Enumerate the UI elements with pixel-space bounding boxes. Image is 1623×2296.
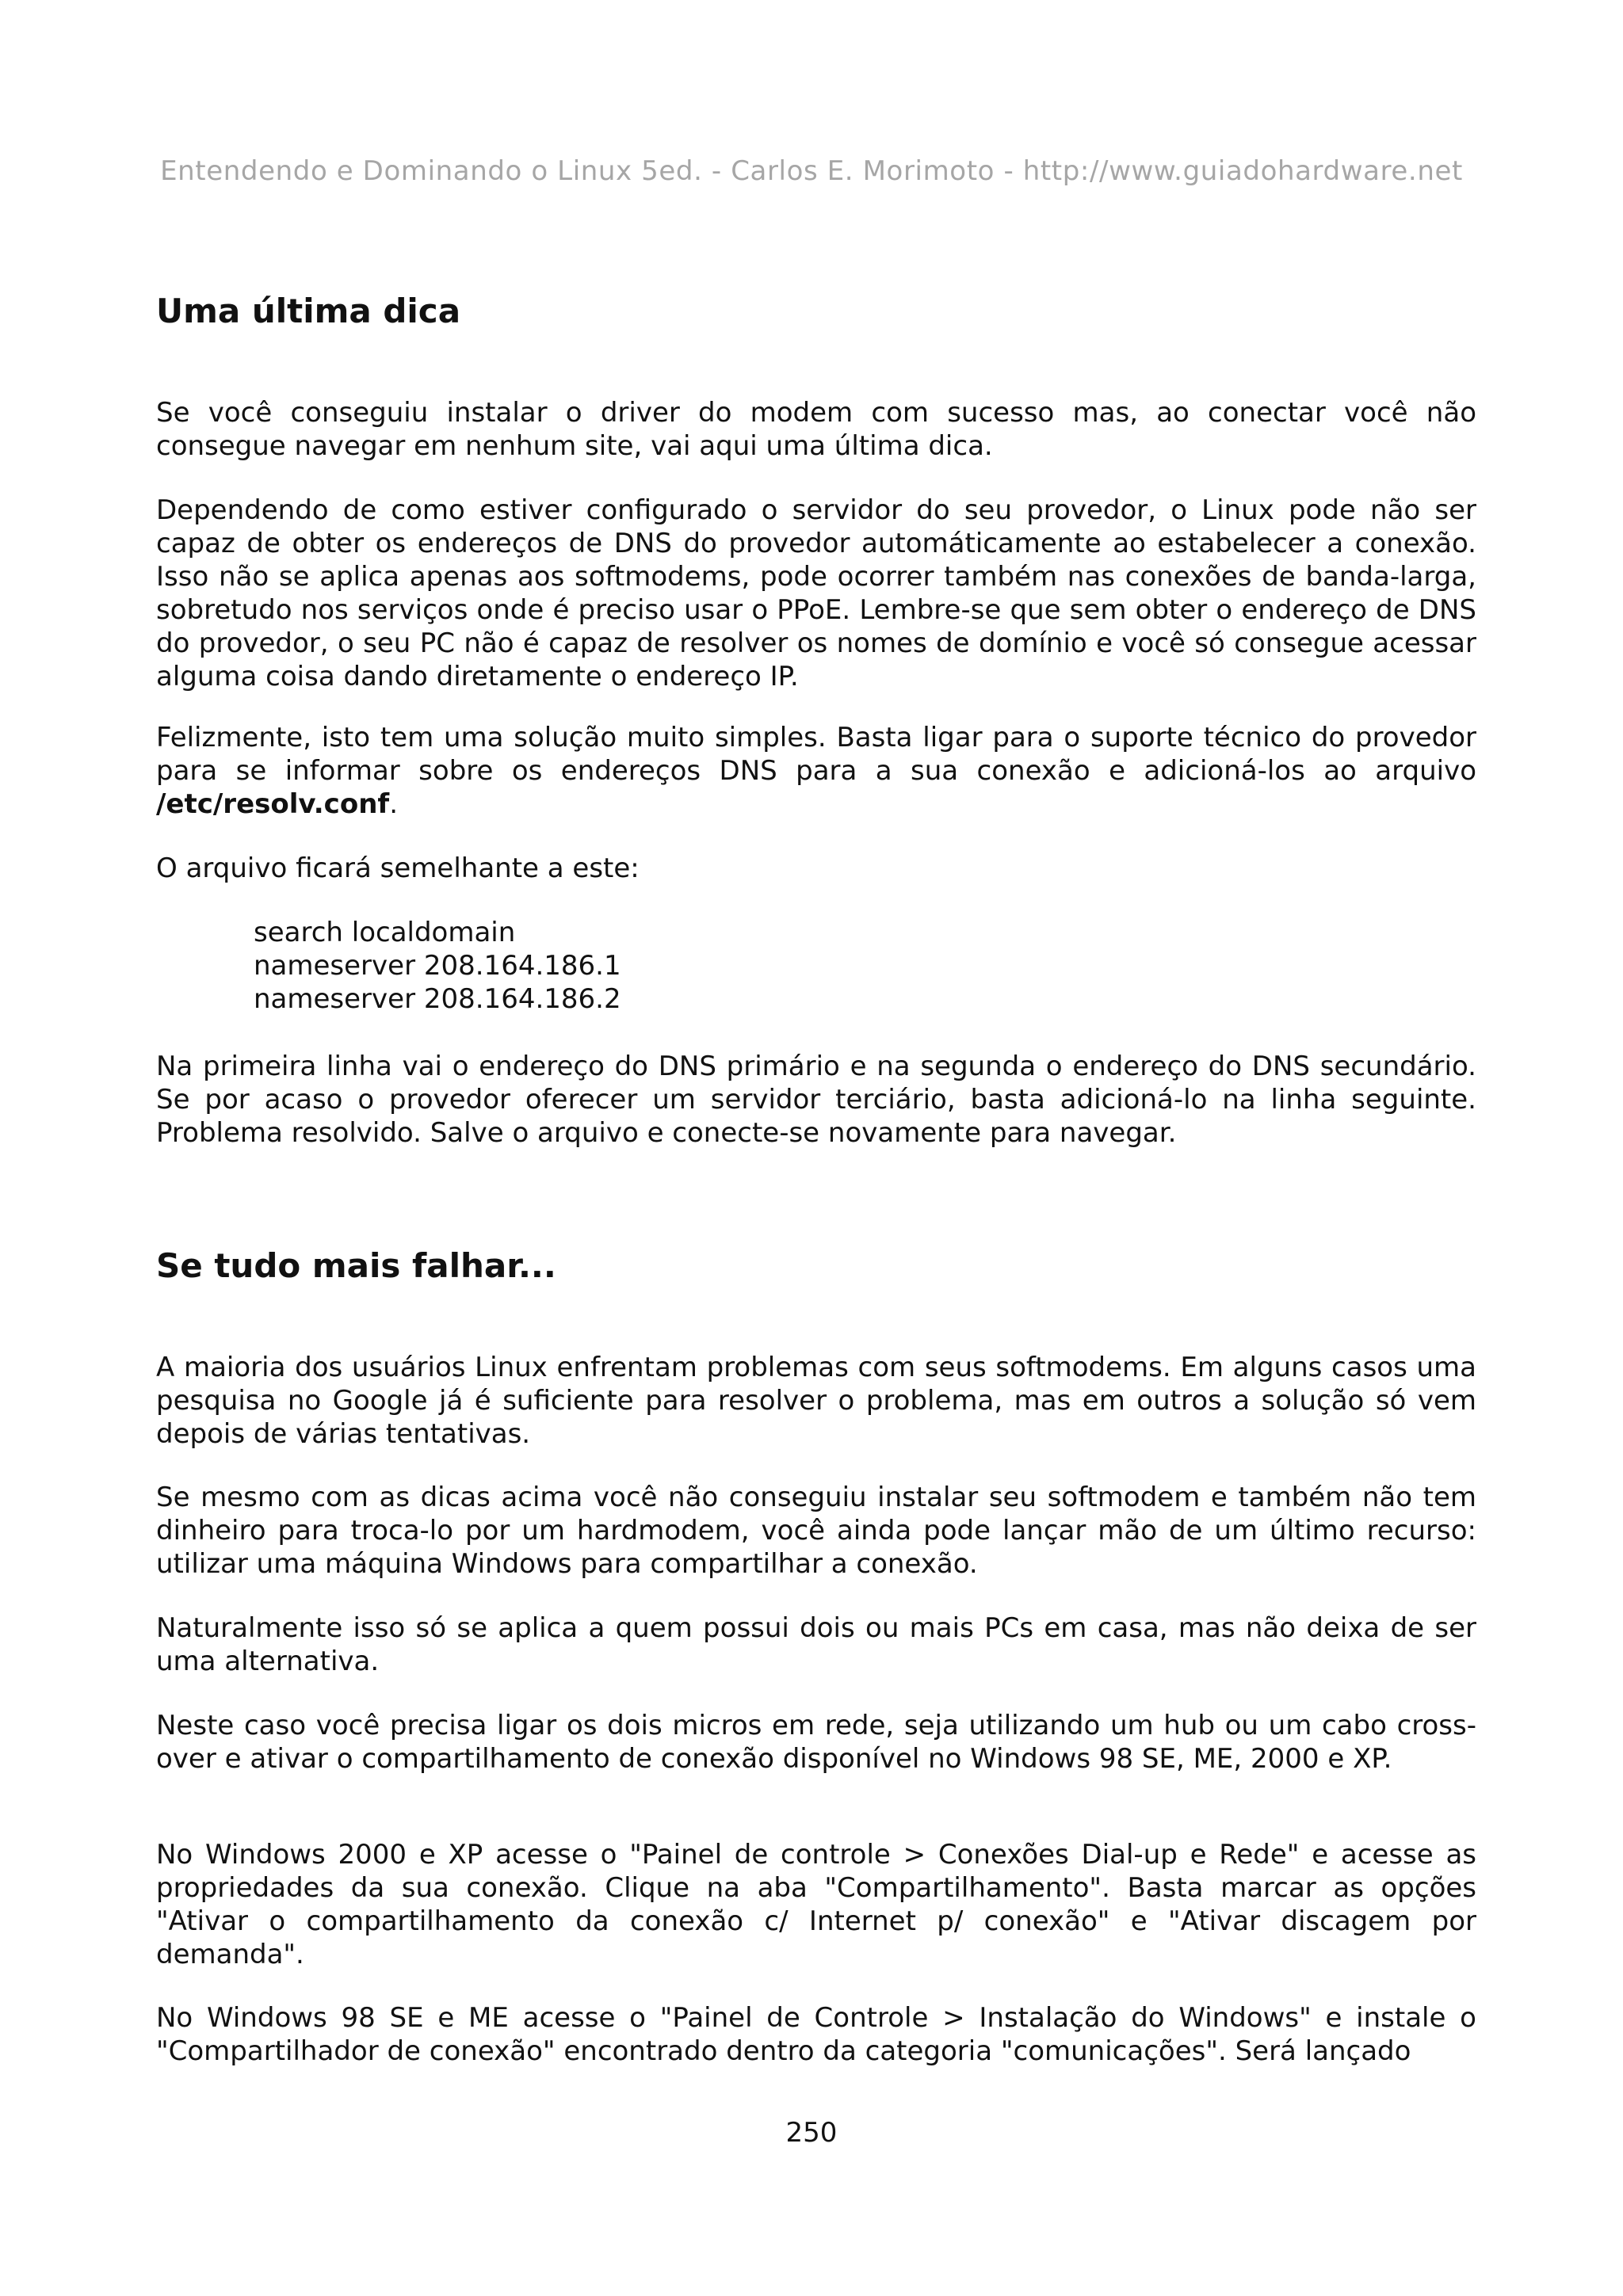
paragraph: A maioria dos usuários Linux enfrentam problemas com seus softmodems. Em alguns casos uma pesquisa no Google já é suficiente para resolver o problema, mas em outros a solução só vem depois de várias tentativas. — [156, 1352, 1476, 1450]
paragraph: O arquivo ficará semelhante a este: — [156, 852, 640, 884]
file-path: /etc/resolv.conf — [156, 788, 390, 820]
page-number: 250 — [785, 2117, 838, 2149]
config-example — [156, 916, 1574, 1016]
paragraph: Se mesmo com as dicas acima você não conseguiu instalar seu softmodem e também não tem dinheiro para troca-lo por um hardmodem, você ainda pode lançar mão de um último recurso: utilizar uma máquina Windows para compartilhar a conexão. — [156, 1482, 1476, 1580]
running-header: Entendendo e Dominando o Linux 5ed. - Carlos E. Morimoto - http://www.guiadohardware.net — [160, 155, 1463, 187]
paragraph: Na primeira linha vai o endereço do DNS primário e na segunda o endereço do DNS secundário. Se por acaso o provedor oferecer um servidor terciário, basta adicioná-lo na linha seguinte. Problema resolvido. Salve o arquivo e conecte-se novamente para navegar. — [156, 1051, 1476, 1149]
paragraph-text: . — [389, 788, 399, 820]
section-title-ultima-dica: Uma última dica — [156, 292, 461, 330]
paragraph: Dependendo de como estiver configurado o servidor do seu provedor, o Linux pode não ser capaz de obter os endereços de DNS do provedor automáticamente ao estabelecer a conexão. Isso não se aplica apenas aos softmodems, pode ocorrer também nas conexões de banda-larga, sobretudo nos serviços onde é preciso usar o PPoE. Lembre-se que sem obter o endereço de DNS do provedor, o seu PC não é capaz de resolver os nomes de domínio e você só consegue acessar alguma coisa dando diretamente o endereço IP. — [156, 494, 1476, 692]
paragraph: No Windows 98 SE e ME acesse o "Painel de Controle > Instalação do Windows" e instale o "Compartilhador de conexão" encontrado dentro da categoria "comunicações". Será lançado — [156, 2002, 1476, 2067]
paragraph: Neste caso você precisa ligar os dois micros em rede, seja utilizando um hub ou um cabo cross-over e ativar o compartilhamento de conexão disponível no Windows 98 SE, ME, 2000 e XP. — [156, 1710, 1476, 1775]
paragraph: Naturalmente isso só se aplica a quem possui dois ou mais PCs em casa, mas não deixa de ser uma alternativa. — [156, 1612, 1476, 1677]
paragraph — [156, 721, 1476, 821]
config-line: search localdomain — [254, 917, 516, 948]
config-line: nameserver 208.164.186.1 — [254, 950, 621, 982]
paragraph: No Windows 2000 e XP acesse o "Painel de controle > Conexões Dial-up e Rede" e acesse as propriedades da sua conexão. Clique na aba "Compartilhamento". Basta marcar as opções "Ativar o compartilhamento da conexão c/ Internet p/ conexão" e "Ativar discagem por demanda". — [156, 1839, 1476, 1970]
section-title-se-tudo-mais-falhar: Se tudo mais falhar... — [156, 1246, 556, 1285]
paragraph-text: Felizmente, isto tem uma solução muito simples. Basta ligar para o suporte técnico do provedor para se informar sobre os endereços DNS para a sua conexão e adicioná-los ao arquivo — [156, 722, 1476, 787]
paragraph: Se você conseguiu instalar o driver do modem com sucesso mas, ao conectar você não consegue navegar em nenhum site, vai aqui uma última dica. — [156, 397, 1476, 462]
config-line: nameserver 208.164.186.2 — [254, 983, 621, 1015]
